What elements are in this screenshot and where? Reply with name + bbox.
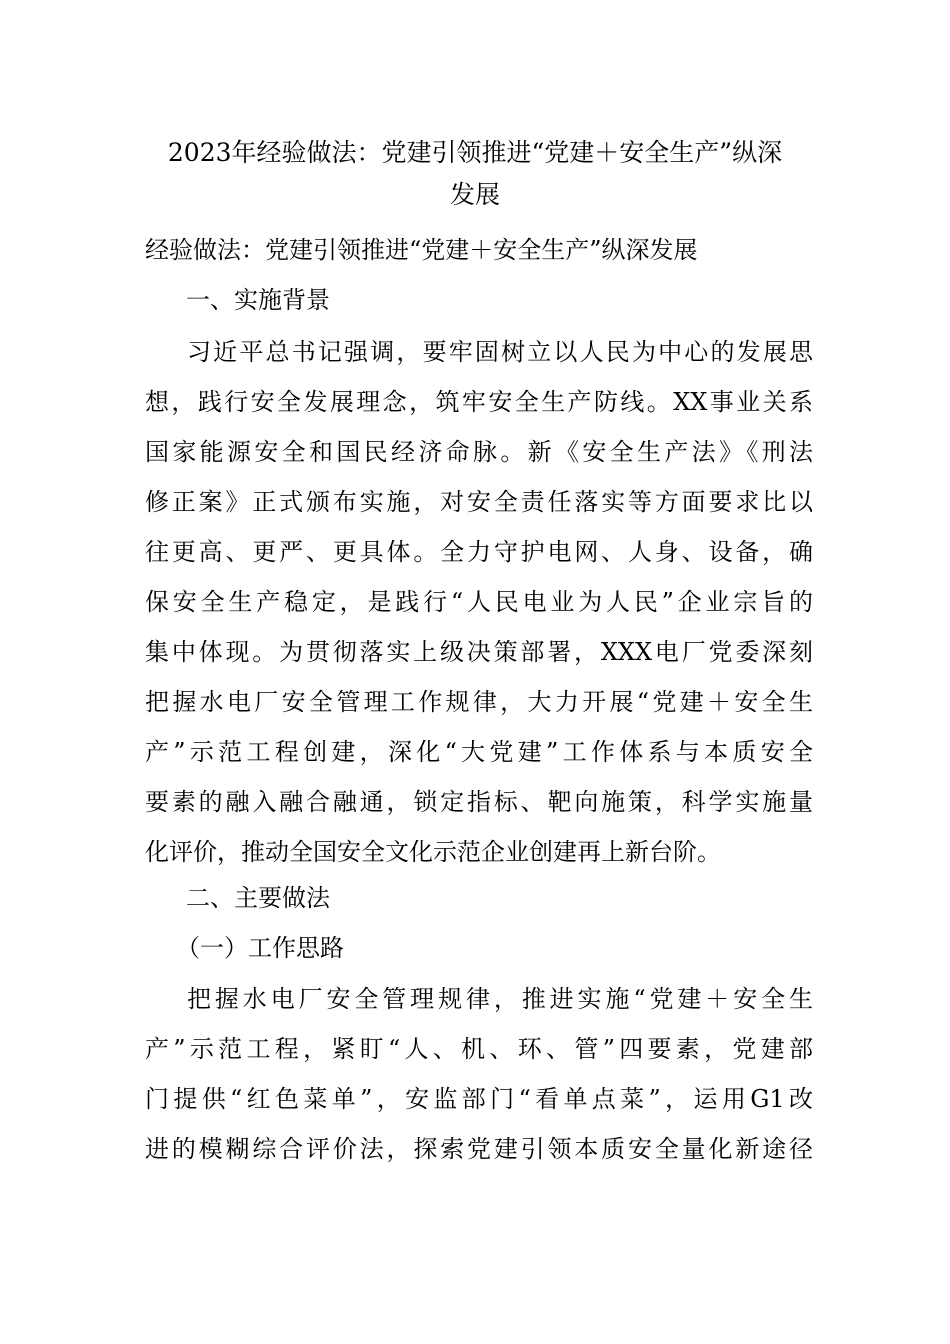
- section-heading-background: 一、实施背景: [186, 286, 330, 314]
- paragraph-background: [145, 327, 813, 877]
- document-subtitle: 经验做法：党建引领推进“党建＋安全生产”纵深发展: [145, 236, 698, 264]
- document-title: [140, 132, 810, 216]
- paragraph-line: 产”示范工程，紧盯“人、机、环、管”四要素，党建部: [145, 1035, 813, 1063]
- title-line-1: 2023年经验做法：党建引领推进“党建＋安全生产”纵深: [167, 138, 783, 167]
- paragraph-line: 进的模糊综合评价法，探索党建引领本质安全量化新途径: [145, 1135, 813, 1163]
- paragraph-line: 产”示范工程创建，深化“大党建”工作体系与本质安全: [145, 738, 813, 766]
- paragraph-line: 把握水电厂安全管理规律，推进实施“党建＋安全生: [187, 985, 813, 1013]
- paragraph-line: 想，践行安全发展理念，筑牢安全生产防线。XX事业关系: [145, 388, 813, 416]
- paragraph-line: 集中体现。为贯彻落实上级决策部署，XXX电厂党委深刻: [145, 638, 813, 666]
- paragraph-line: 习近平总书记强调，要牢固树立以人民为中心的发展思: [187, 338, 813, 366]
- paragraph-line: 要素的融入融合融通，锁定指标、靶向施策，科学实施量: [145, 788, 813, 816]
- paragraph-line: 保安全生产稳定，是践行“人民电业为人民”企业宗旨的: [145, 588, 813, 616]
- paragraph-line: 把握水电厂安全管理工作规律，大力开展“党建＋安全生: [145, 688, 813, 716]
- paragraph-line: 往更高、更严、更具体。全力守护电网、人身、设备，确: [145, 538, 813, 566]
- paragraph-approach: [145, 974, 813, 1174]
- paragraph-line: 门提供“红色菜单”，安监部门“看单点菜”，运用G1改: [145, 1085, 813, 1113]
- title-line-2: 发展: [449, 180, 500, 209]
- paragraph-line: 国家能源安全和国民经济命脉。新《安全生产法》《刑法: [145, 438, 813, 466]
- paragraph-line: 化评价，推动全国安全文化示范企业创建再上新台阶。: [145, 838, 721, 866]
- subsection-heading-approach: （一）工作思路: [176, 934, 344, 962]
- section-heading-practices: 二、主要做法: [186, 884, 330, 912]
- paragraph-line: 修正案》正式颁布实施，对安全责任落实等方面要求比以: [145, 488, 813, 516]
